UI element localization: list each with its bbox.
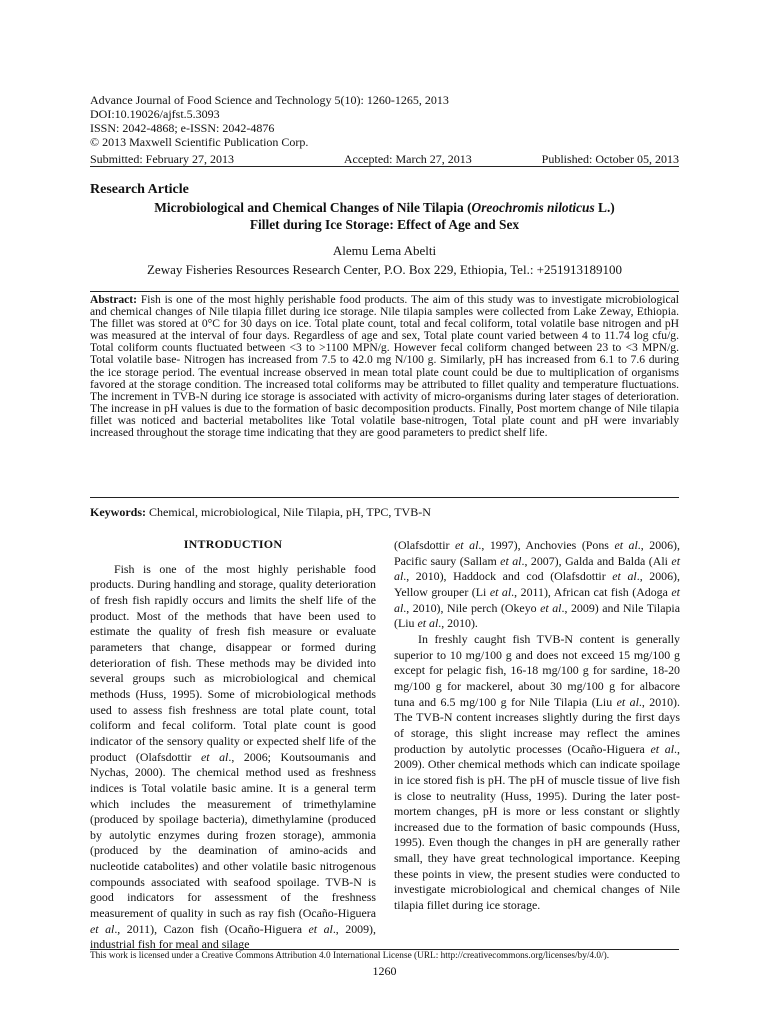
text-run: Fish is one of the most highly perishable food products. During handling and storage, quality deterioration of fresh fish rapidly occurs and limits the shelf life of the product. Most of the methods that have been used to estimate the quality of fresh fish measure or evaluate parameters that change, disappear or formed during deterioration of fish. These methods may be divided into several groups such as microbiological and chemical methods (Huss, 1995). Some of microbiological methods used to assess fish freshness are total plate count, total coliform and fecal coliform. Total plate count is good indicator of the sensory quality or expected shelf life of the product (Olafsdottir	[90, 561, 376, 764]
et-al: et al	[394, 553, 681, 584]
journal-citation: Advance Journal of Food Science and Technology 5(10): 1260-1265, 2013	[90, 93, 449, 107]
text-run: ., 2009). Other chemical methods which can indicate spoilage in ice stored fish is pH. The pH of muscle tissue of live fish is close to neutrality (Huss, 1995). During the later post-mortem changes, pH is more or less constant or slightly increased due to the formation of basic compounds (Huss, 1995). Even though the changes in pH are generally rather small, they have great technological importance. Keeping these points in view, the present studies were conducted to investigate microbiological and chemical changes of Nile tilapia fillet during ice storage.	[394, 741, 680, 913]
et-al: et al	[614, 538, 638, 552]
author-name: Alemu Lema Abelti	[332, 243, 437, 258]
text-run: In freshly caught fish TVB-N content is generally superior to 10 mg/100 g and does not exceed 15 mg/100 g except for pelagic fish, 16-18 mg/100 g for sardine, 18-20 mg/100 g for mackerel, about 30 mg/100 g for albacore tuna and 6.5 mg/100 g for Nile Tilapia (Liu	[394, 631, 680, 709]
submitted-date: Submitted: February 27, 2013	[90, 152, 234, 166]
right-column	[394, 538, 680, 914]
text-run: ., 2010). The TVB-N content increases slightly during the first days of storage, this slight increase may reflect the amines production by autolytic processes (Ocaño-Higuera	[394, 694, 680, 756]
text-run: ., 1997), Anchovies (Pons	[478, 538, 615, 552]
text-run: ., 2006; Koutsoumanis and Nychas, 2000). The chemical method used as freshness indices is Total volatile basic amine. It is a general term which includes the measurement of trimethylamine (produced by spoilage bacteria), dimethylamine (produced by autolytic enzymes during frozen storage), ammonia (produced by the deamination of amino-acids and nucleotide catabolites) and other volatile basic nitrogenous compounds associated with seafood spoilage. TVB-N is good indicators for assessment of the freshness measurement of quality in such as ray fish (Ocaño-Higuera	[90, 749, 376, 921]
published-date: Published: October 05, 2013	[541, 152, 679, 166]
section-heading-introduction: INTRODUCTION	[183, 537, 283, 551]
et-al: et al	[308, 921, 333, 936]
paper-title	[90, 199, 679, 233]
title-species: Oreochromis niloticus	[471, 200, 595, 215]
et-al: et al	[650, 741, 675, 756]
text-run: ., 2010), Nile perch (Okeyo	[403, 600, 541, 615]
text-run: ., 2007), Galda and Balda (Ali	[521, 553, 672, 568]
header-rule	[90, 166, 679, 167]
title-part-2: L.)	[594, 200, 615, 215]
keywords	[90, 505, 679, 520]
intro-paragraph-1-continued	[394, 538, 680, 632]
text-run: ., 2010), Haddock and cod (Olafsdottir	[403, 569, 613, 584]
issn: ISSN: 2042-4868; e-ISSN: 2042-4876	[90, 121, 275, 135]
text-run: ., 2006), Yellow grouper (Li	[394, 569, 680, 599]
doi: DOI:10.19026/ajfst.5.3093	[90, 107, 220, 121]
text-run: ., 2010).	[438, 616, 478, 631]
et-al: et al	[616, 694, 639, 709]
article-type: Research Article	[90, 182, 189, 197]
text-run: ., 2011), African cat fish (Adoga	[511, 584, 672, 599]
intro-paragraph-1	[90, 562, 376, 953]
text-run: ., 2011), Cazon fish (Ocaño-Higuera	[114, 921, 309, 936]
text-run: ., 2006), Pacific saury (Sallam	[394, 538, 680, 568]
et-al: et al	[540, 600, 562, 615]
abstract-top-rule	[90, 291, 679, 292]
et-al: et al	[90, 921, 115, 936]
et-al: et al	[200, 749, 229, 764]
title-part-1: Microbiological and Chemical Changes of Nile Tilapia (	[154, 200, 472, 215]
keywords-text: Chemical, microbiological, Nile Tilapia, pH, TPC, TVB-N	[146, 505, 431, 519]
keywords-label: Keywords:	[90, 505, 146, 519]
copyright: © 2013 Maxwell Scientific Publication Corp.	[90, 135, 309, 149]
text-run: ., 2009), industrial fish for meal and silage	[90, 921, 376, 952]
title-line-2: Fillet during Ice Storage: Effect of Age and Sex	[249, 217, 520, 232]
accepted-date: Accepted: March 27, 2013	[343, 152, 472, 166]
abstract-bottom-rule	[90, 497, 679, 498]
et-al: et al	[612, 569, 637, 584]
left-column	[90, 537, 376, 953]
abstract-label: Abstract:	[90, 293, 138, 306]
abstract	[90, 294, 679, 439]
page-number: 1260	[372, 964, 397, 978]
text-run: ., 2009) and Nile Tilapia (Liu	[394, 600, 681, 631]
et-al: et al	[455, 538, 479, 552]
license-notice: This work is licensed under a Creative Commons Attribution 4.0 International License (URL: http://creativecommons.org/licenses/by/4.0/).	[90, 951, 610, 961]
et-al: et al	[417, 616, 439, 631]
et-al: et al	[394, 584, 680, 615]
publication-dates	[90, 152, 679, 166]
intro-paragraph-2	[394, 632, 680, 914]
et-al: et al	[489, 584, 512, 599]
et-al: et al	[500, 553, 522, 568]
abstract-text: Fish is one of the most highly perishable food products. The aim of this study was to investigate microbiological and chemical changes of Nile tilapia fillet during ice storage. Nile tilapia samples were collected from Lake Zeway, Ethiopia. The fillet was stored at 0°C for 30 days on ice. Total plate count, total and fecal coliform, total volatile base nitrogen and pH was measured at the interval of four days. Regardless of age and sex, Total plate count varied between 4 to 11.74 log cfu/g. Total coliform counts fluctuated between <3 to >1100 MPN/g. However fecal coliform changed between 23 to <3 MPN/g. Total volatile base- Nitrogen has increased from 7.5 to 42.0 mg N/100 g. Similarly, pH has increased from 6.1 to 7.6 during the ice storage period. The eventual increase observed in mean total plate count could be due to multiplication of organisms favored at the storage condition. The increased total coliforms may be attributed to fillet quality and temperature fluctuations. The increment in TVB-N during ice storage is associated with activity of micro-organisms during later stages of deterioration. The increase in pH values is due to the formation of basic decomposition products. Finally, Post mortem change of Nile tilapia fillet was noticed and bacterial metabolites like Total volatile base-nitrogen, Total plate count and pH were invariably increased throughout the storage time indicating that they are good parameters to predict shelf life.	[90, 293, 679, 440]
footer-rule	[90, 949, 679, 950]
author-affiliation: Zeway Fisheries Resources Research Center, P.O. Box 229, Ethiopia, Tel.: +251913189100	[146, 262, 623, 277]
text-run: (Olafsdottir	[394, 538, 456, 552]
